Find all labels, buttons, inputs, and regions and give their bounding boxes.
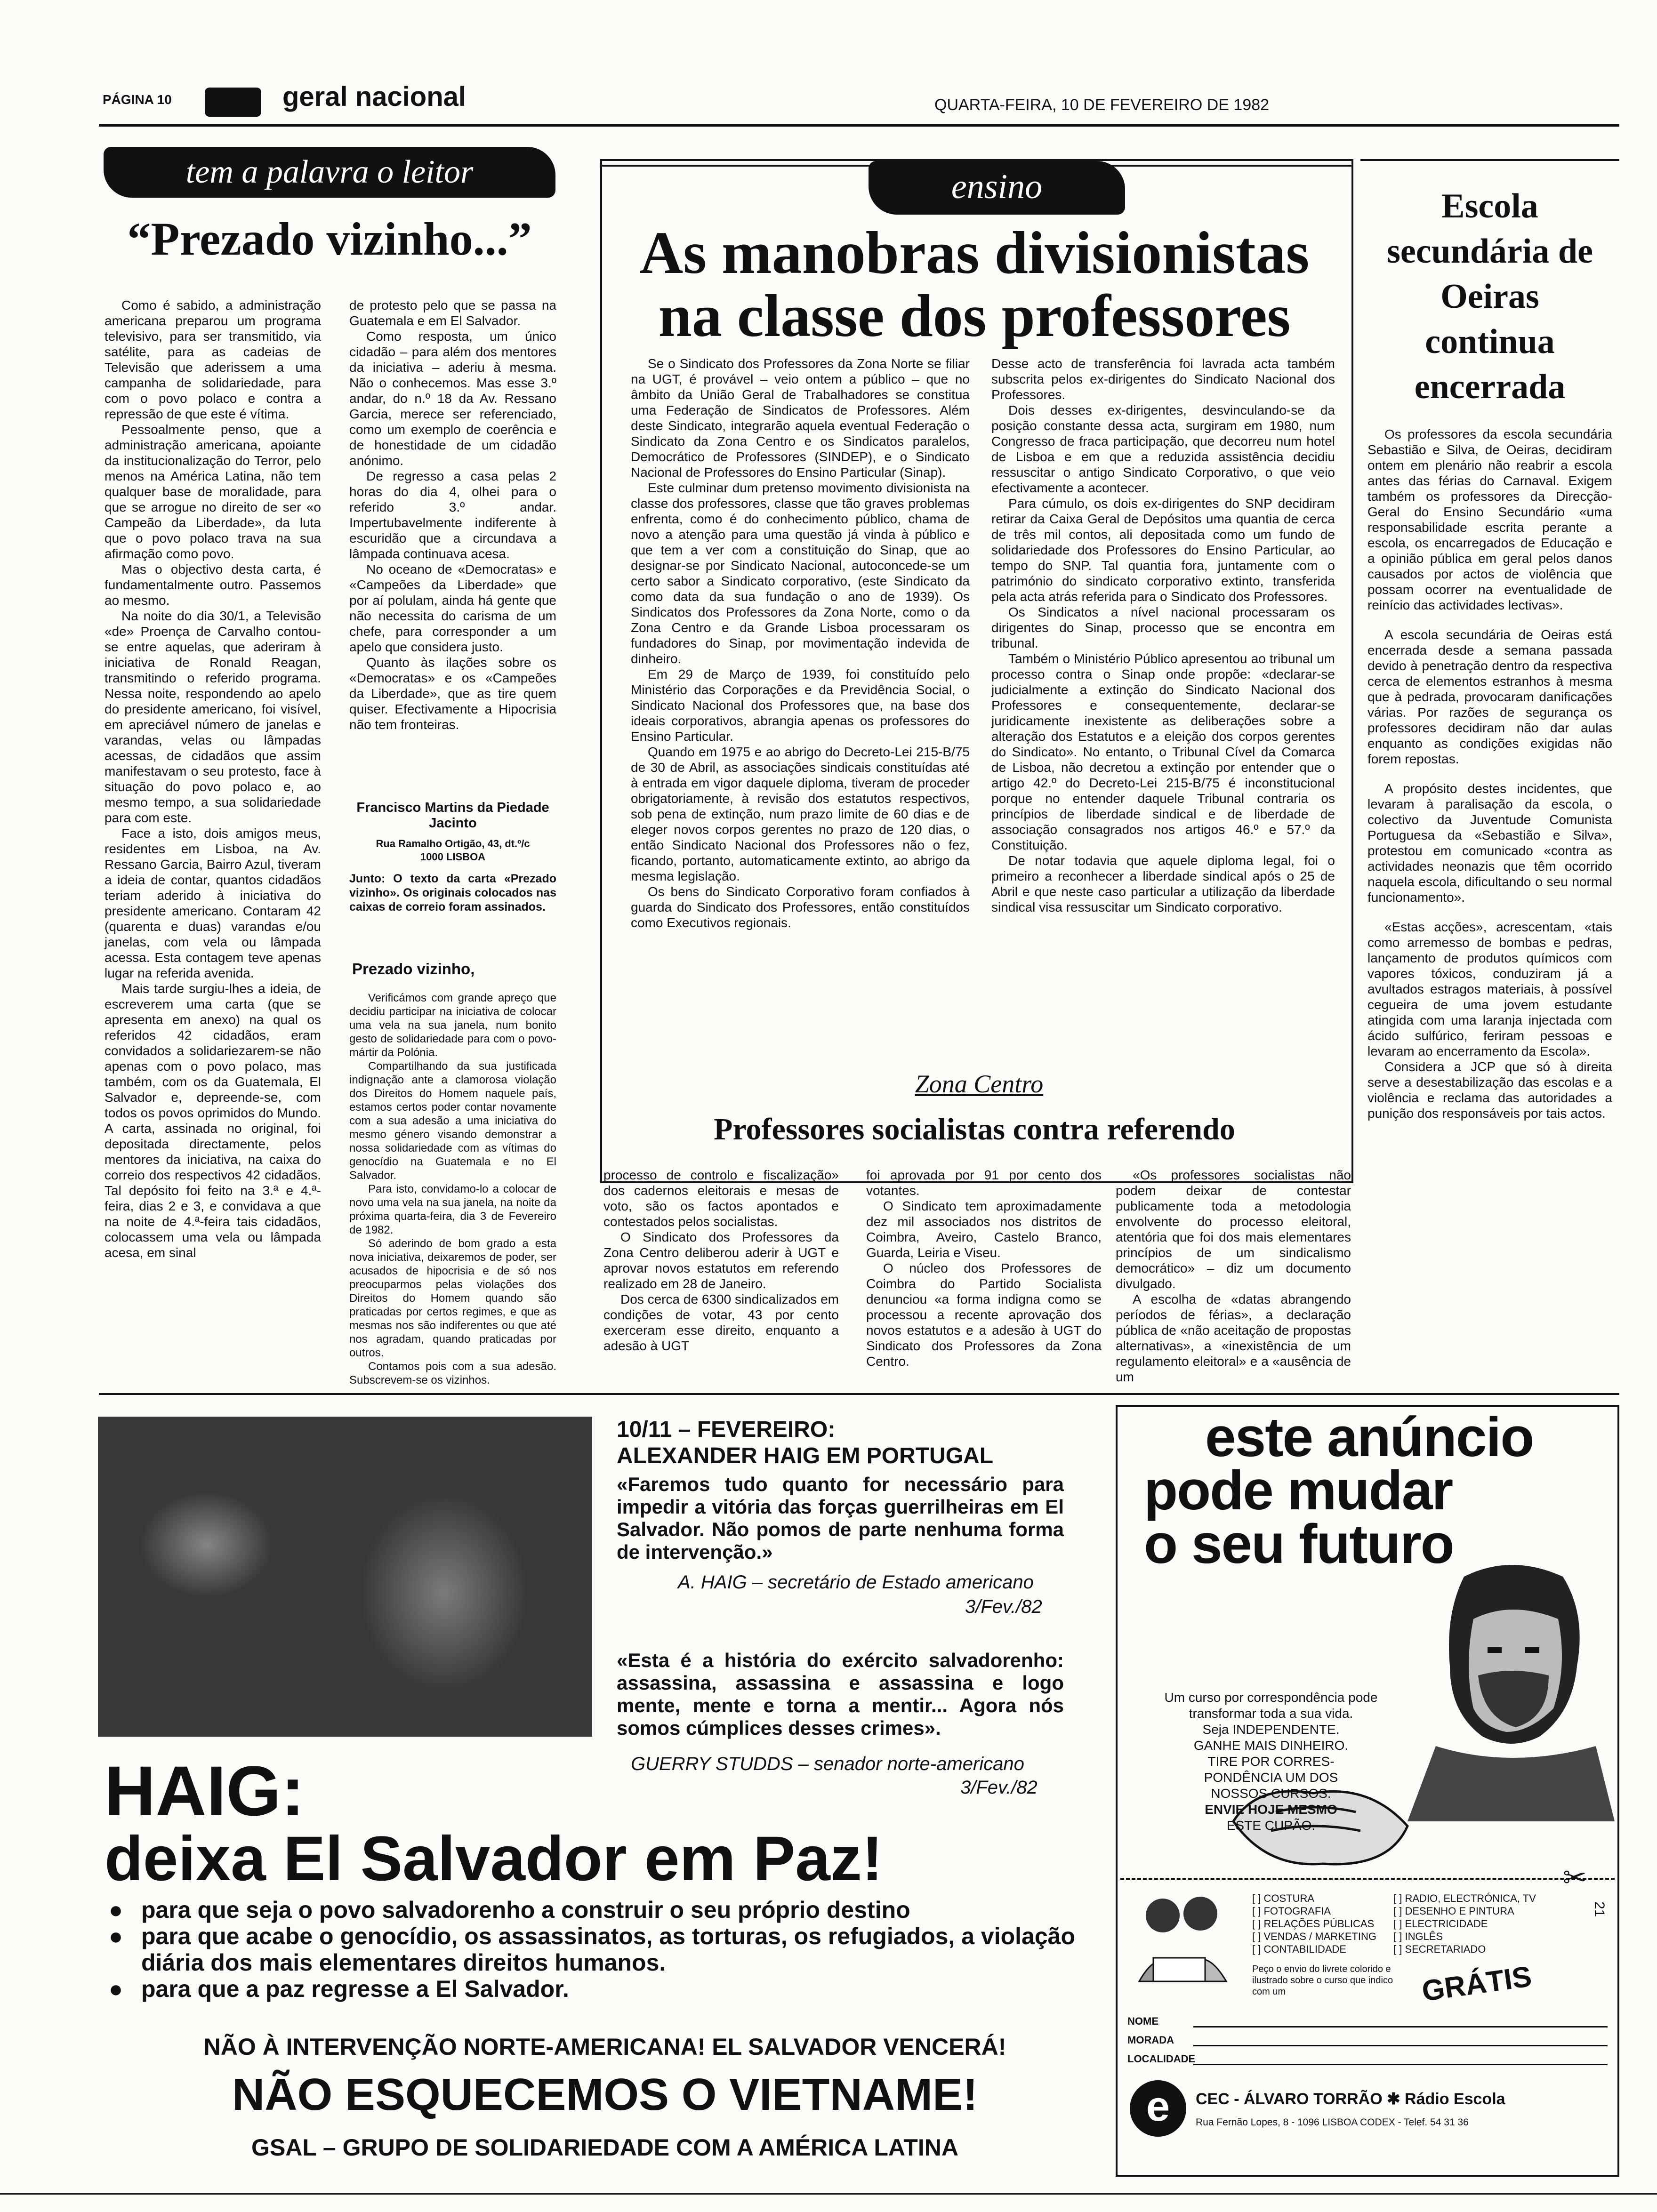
haig-quote-1: «Faremos tudo quanto for necessário para impedir a vitória das forças guerrilheiras em El Salvador. Não pomos de parte nenhuma forma de intervenção.» bbox=[617, 1473, 1064, 1563]
oeiras-rule bbox=[1360, 159, 1619, 161]
zona-column-1 bbox=[603, 1167, 839, 1365]
oeiras-paragraph: Os professores da escola secundária Sebastião e Silva, de Oeiras, decidiram ontem em plenário não reabrir a escola antes das férias do Carnaval. Exigem também os professores da Direcção-Geral do Ensino Secundário «uma responsabilidade escrita perante a escola, os encarregados de Educação e a opinião pública em geral pelos danos causados por actos de violência que possam ocorrer na eventualidade de reinício das actividades lectivas». bbox=[1367, 427, 1612, 612]
students-illustration bbox=[1125, 1887, 1238, 2000]
zona-column-2 bbox=[866, 1167, 1102, 1369]
enclosed-letter-title: Prezado vizinho, bbox=[352, 960, 475, 978]
bullet-item: ● para que a paz regresse a El Salvador. bbox=[105, 1976, 1107, 2002]
enclosed-paragraph: Verificámos com grande apreço que decidiu participar na iniciativa de colocar uma vela na sua janela, num bonito gesto de solidariedade para com o povo-mártir da Polónia. bbox=[349, 992, 556, 1059]
enclosed-paragraph: Contamos pois com a sua adesão. Subscrevem-se os vizinhos. bbox=[349, 1360, 556, 1387]
zona-column-3 bbox=[1116, 1167, 1351, 1384]
coupon-cut-line bbox=[1120, 1878, 1615, 1880]
course-checkbox[interactable]: [ ] INGLÊS bbox=[1393, 1931, 1443, 1942]
zona-paragraph: A escolha de «datas abrangendo períodos de férias», a declaração pública de «não aceitação de propostas alternativas», a «inexistência de um regulamento eleitoral» e a «ausência de um bbox=[1116, 1292, 1351, 1384]
ensino-paragraph: Quando em 1975 e ao abrigo do Decreto-Lei 215-B/75 de 30 de Abril, as associações sindicais constituídas até à entrada em vigor daquele diploma, tiveram de proceder obrigatoriamente, à revisão dos estatutos respectivos, sob pena de extinção, num prazo limite de 60 dias e de eleger novos corpos gerentes no prazo de 120 dias, o então Sindicato Nacional dos Professores não o fez, ficando, portanto, automaticamente extinto, ao abrigo da mesma legislação. bbox=[631, 745, 970, 883]
course-checkbox[interactable]: [ ] SECRETARIADO bbox=[1393, 1943, 1486, 1955]
oeiras-column bbox=[1367, 426, 1612, 1368]
locality-field[interactable]: LOCALIDADE bbox=[1127, 2046, 1608, 2065]
letter-paragraph: Como resposta, um único cidadão – para além dos mentores da iniciativa – aderiu à mesma. Não o conhecemos. Mas esse 3.º andar, do n.º 18 da Av. Ressano Garcia, merece ser referenciado, como um exemplo de coerência e de honestidade de um cidadão anónimo. bbox=[349, 329, 556, 468]
haig-quote-2: «Esta é a história do exército salvadorenho: assassina, assassina e assassina e logo mente, mente e torna a mentir... Agora nós somos cúmplices desses crimes». bbox=[617, 1649, 1064, 1739]
ensino-paragraph: Em 29 de Março de 1939, foi constituído pelo Ministério das Corporações e da Previdência Social, o Sindicato Nacional dos Professores que, na base dos ideais corporativos, abrangia apenas os professores do Ensino Particular. bbox=[631, 667, 970, 744]
gratis-stamp: GRÁTIS bbox=[1420, 1960, 1534, 2008]
bullet-item: ● para que seja o povo salvadorenho a construir o seu próprio destino bbox=[105, 1897, 1107, 1923]
locality-input-line[interactable] bbox=[1193, 2052, 1608, 2065]
ensino-headline: As manobras divisionistas na classe dos professores bbox=[639, 219, 1310, 349]
haig-date-2: 3/Fev./82 bbox=[960, 1777, 1038, 1798]
soldiers-photo bbox=[98, 1417, 592, 1737]
zona-paragraph: «Os professores socialistas não podem deixar de contestar publicamente toda a metodologia envolvente do processo eleitoral, atentória que foi dos mais elementares princípios de um sindicalismo democrático» – diz um documento divulgado. bbox=[1116, 1168, 1351, 1291]
cec-headline-2: pode mudar bbox=[1144, 1459, 1453, 1522]
letter-note: Junto: O texto da carta «Prezado vizinho». Os originais colocados nas caixas de correio foram assinados. bbox=[349, 872, 556, 914]
section-divider bbox=[99, 1393, 1619, 1395]
ensino-banner: ensino bbox=[869, 161, 1125, 215]
pitch-line: PONDÊNCIA UM DOS bbox=[1204, 1770, 1338, 1785]
oeiras-paragraph: Considera a JCP que só à direita serve a desestabilização das escolas e a violência e reclama das autoridades a punição dos responsáveis por tais actos. bbox=[1367, 1059, 1612, 1121]
letter-paragraph: Mais tarde surgiu-lhes a ideia, de escreverem uma carta (que se apresenta em anexo) na qual os referidos 42 cidadãos, eram convidados a solidariezarem-se não apenas com o povo polaco, mas também, com os da Guatemala, El Salvador e, depreende-se, com todos os povos oprimidos do Mundo. A carta, assinada no original, foi depositada directamente, pelos mentores da iniciativa, na caixa do correio dos respectivos 42 cidadãos. Tal depósito foi feito na 3.ª e 4.ª-feira, dias 2 e 3, e convidava a que na noite de 4.ª-feira tais cidadãos, colocassem uma vela ou lâmpada acesa, em sinal bbox=[105, 981, 321, 1260]
course-checkbox[interactable]: [ ] FOTOGRAFIA bbox=[1252, 1905, 1331, 1917]
cec-headline-3: o seu futuro bbox=[1144, 1513, 1454, 1575]
letter-paragraph: Como é sabido, a administração americana preparou um programa televisivo, para ser transmitido, via satélite, para as cadeias de Televisão que aderissem a uma campanha de solidariedade, para com o povo polaco e contra a repressão de que este é vítima. bbox=[105, 298, 321, 421]
haig-big-slogan: deixa El Salvador em Paz! bbox=[105, 1824, 883, 1894]
haig-subtitle: ALEXANDER HAIG EM PORTUGAL bbox=[617, 1443, 994, 1468]
cec-company: CEC - ÁLVARO TORRÃO ✱ Rádio Escola bbox=[1196, 2090, 1505, 2108]
letter-signature: Francisco Martins da Piedade Jacinto bbox=[356, 800, 549, 831]
courses-left bbox=[1252, 1892, 1389, 1956]
enclosed-paragraph: Só aderindo de bom grado a esta nova iniciativa, deixaremos de poder, ser acusados de hipocrisia e de só nos preocuparmos pelas violações dos Direitos do Homem quando são praticadas por certos regimes, e que as mesmas nos são indiferentes ou que até nos agradam, quando praticadas por outros. bbox=[349, 1237, 556, 1359]
zona-paragraph: O Sindicato tem aproximadamente dez mil associados nos distritos de Coimbra, Aveiro, Castelo Branco, Guarda, Leiria e Viseu. bbox=[866, 1199, 1102, 1260]
zona-kicker: Zona Centro bbox=[915, 1070, 1044, 1098]
course-checkbox[interactable]: [ ] RADIO, ELECTRÓNICA, TV bbox=[1393, 1892, 1536, 1904]
oeiras-paragraph: «Estas acções», acrescentam, «tais como arremesso de bombas e pedras, lançamento de produtos químicos com vapores tóxicos, conduziram já a avultados estragos materiais, à possível cegueira de uma jovem estudante atingida com uma laranja injectada com ácido sulfúrico, feriram pessoas e levaram ao encerramento da Escola». bbox=[1367, 920, 1612, 1058]
course-checkbox[interactable]: [ ] COSTURA bbox=[1252, 1892, 1315, 1904]
scissors-icon: ✂ bbox=[1563, 1862, 1587, 1893]
zona-paragraph: Dos cerca de 6300 sindicalizados em condições de votar, 43 por cento exerceram esse direito, enquanto a adesão à UGT bbox=[603, 1292, 839, 1353]
letter-address-2: 1000 LISBOA bbox=[420, 851, 486, 863]
haig-line-3: GSAL – GRUPO DE SOLIDARIEDADE COM A AMÉRICA LATINA bbox=[251, 2134, 958, 2161]
zona-paragraph: O núcleo dos Professores de Coimbra do Partido Socialista denunciou «a forma indigna como se processou a recente aprovação dos novos estatutos e a adesão à UGT do Sindicato dos Professores da Zona Centro. bbox=[866, 1261, 1102, 1369]
haig-bullets bbox=[105, 1897, 1107, 2002]
ensino-column-2 bbox=[991, 356, 1335, 1043]
letter-paragraph: de protesto pelo que se passa na Guatemala e em El Salvador. bbox=[349, 298, 556, 328]
bullet-icon: ● bbox=[108, 1976, 123, 2002]
letter-paragraph: Face a isto, dois amigos meus, residentes em Lisboa, na Av. Ressano Garcia, Bairro Azul, tiveram a ideia de contar, quantos cidadãos teriam aderido à iniciativa do presidente americano. Contaram 42 (quarenta e duas) varandas e/ou janelas, com vela ou lâmpada acessa. Esta contagem teve apenas lugar na referida avenida. bbox=[105, 826, 321, 980]
enclosed-paragraph: Para isto, convidamo-lo a colocar de novo uma vela na sua janela, na noite da próxima quarta-feira, dia 3 de Fevereiro de 1982. bbox=[349, 1183, 556, 1236]
ensino-paragraph: Também o Ministério Público apresentou ao tribunal um processo contra o Sinap onde propõe: «declarar-se judicialmente a extinção do Sindicato Nacional dos Professores e consequentemente, declarar-se juridicamente inexistente as deliberações sobre a alteração dos Estatutos e a eleição dos corpos gerentes do Sindicato». No entanto, o Tribunal Cível da Comarca de Lisboa, não decretou a extinção por entender que o artigo 42.º do Decreto-Lei 215-B/75 é inconstitucional porque no entender daquele Tribunal contraria os princípios de liberdade sindical e de liberdade de associação consagrados nos artigos 46.º e 57.º da Constituição. bbox=[991, 651, 1335, 852]
ensino-column-1 bbox=[631, 356, 970, 1043]
pitch-line: ENVIE HOJE MESMO bbox=[1205, 1802, 1337, 1817]
letter-paragraph: Na noite do dia 30/1, a Televisão «de» Proença de Carvalho contou-se entre aquelas, que aderiram à iniciativa de Ronald Reagan, transmitindo o referido programa. Nessa noite, respondendo ao apelo do presidente americano, foi visível, em apreciável número de janelas e varandas, velas ou lâmpadas acessas, de cidadãos que assim manifestavam o seu protesto, face à situação do povo polaco e, ao mesmo tempo, a sua solidariedade para com este. bbox=[105, 609, 321, 825]
bullet-icon: ● bbox=[108, 1897, 123, 1923]
name-input-line[interactable] bbox=[1193, 2015, 1608, 2028]
name-field[interactable]: NOME bbox=[1127, 2009, 1608, 2028]
ensino-paragraph: Se o Sindicato dos Professores da Zona Norte se filiar na UGT, é provável – veio ontem a público – que no âmbito da União Geral de Trabalhadores se constitua uma Federação de Sindicatos de Professores. Além deste Sindicato, integrarão aquela eventual Federação o Sindicato da Zona Centro e os Sindicatos paralelos, Democrático de Professores (SINDEP), e o Sindicato Nacional de Professores do Ensino Particular (Sinap). bbox=[631, 356, 970, 480]
footer-rule bbox=[0, 2193, 1657, 2195]
letter-column-2 bbox=[349, 297, 556, 815]
letters-banner: tem a palavra o leitor bbox=[104, 147, 555, 198]
letter-paragraph: De regresso a casa pelas 2 horas do dia 4, olhei para o referido 3.º andar. Impertubavelmente indiferente à escuridão que a circundava a lâmpada continuava acesa. bbox=[349, 469, 556, 561]
letter-paragraph: Quanto às ilações sobre os «Democratas» e os «Campeões da Liberdade», que as tire quem quiser. Efectivamente a Hipocrisia não tem fronteiras. bbox=[349, 655, 556, 732]
course-checkbox[interactable]: [ ] ELECTRICIDADE bbox=[1393, 1918, 1488, 1930]
bullet-icon: ● bbox=[108, 1923, 123, 1949]
haig-big-title: HAIG: bbox=[105, 1751, 305, 1830]
enclosed-paragraph: Compartilhando da sua justificada indignação ante a clamorosa violação dos Direitos do Homem naquele país, estamos certos poder contar novamente com a sua adesão a uma iniciativa do mesmo género visando demonstrar a nossa solidariedade com as vítimas do genocídio na Guatemala e no El Salvador. bbox=[349, 1060, 556, 1182]
courses-right bbox=[1393, 1892, 1549, 1956]
letter-paragraph: Mas o objectivo desta carta, é fundamentalmente outro. Passemos ao mesmo. bbox=[105, 562, 321, 608]
ensino-paragraph: Dois desses ex-dirigentes, desvinculando-se da posição constante dessa acta, surgiram em 1980, num Congresso de fraca participação, que decorreu num hotel de Lisboa e em que a reduzida assistência decidiu ressuscitar o antigo Sindicato Corporativo, o que veio efectivamente a acontecer. bbox=[991, 403, 1335, 495]
haig-attribution-1: A. HAIG – secretário de Estado americano bbox=[678, 1572, 1034, 1593]
oeiras-headline: Escola secundária de Oeiras continua encerrada bbox=[1387, 187, 1593, 406]
section-logo-icon bbox=[205, 88, 261, 117]
ensino-paragraph: Para cúmulo, os dois ex-dirigentes do SNP decidiram retirar da Caixa Geral de Depósitos uma quantia de cerca de três mil contos, ali depositada como um fundo de solidariedade dos Professores do Ensino Particular, ao tempo do SNP. Tal quantia fora, juntamente com o património do sindicato corporativo extinto, transferida pela acta atrás referida para o Sindicato dos Professores. bbox=[991, 496, 1335, 604]
haig-line-1: NÃO À INTERVENÇÃO NORTE-AMERICANA! EL SALVADOR VENCERÁ! bbox=[203, 2034, 1006, 2060]
pitch-line: GANHE MAIS DINHEIRO. bbox=[1193, 1738, 1349, 1753]
pitch-line: NOSSOS CURSOS. bbox=[1211, 1786, 1331, 1801]
pitch-line: transformar toda a sua vida. bbox=[1189, 1706, 1353, 1721]
ensino-paragraph: Este culminar dum pretenso movimento divisionista na classe dos professores, classe que tão graves problemas enfrenta, como é do conhecimento público, chama de novo a atenção para uma questão já vinda à público e que tem a ver com a constituição do Sinap, que ao designar-se por Sindicato Nacional, autoconcede-se um certo sabor a Sindicato corporativo, (este Sindicato da como data da sua fundação o ano de 1939). Os Sindicatos dos Professores da Zona Norte, como o da Zona Centro e da Grande Lisboa processaram os fundadores do Sinap, por movimentação indevida de dinheiro. bbox=[631, 481, 970, 666]
pitch-line: Seja INDEPENDENTE. bbox=[1202, 1722, 1340, 1737]
cec-logo-icon: e bbox=[1130, 2080, 1186, 2137]
course-checkbox[interactable]: [ ] DESENHO E PINTURA bbox=[1393, 1905, 1514, 1917]
zona-paragraph: O Sindicato dos Professores da Zona Centro deliberou aderir à UGT e aprovar novos estatutos em referendo realizado em 28 de Janeiro. bbox=[603, 1230, 839, 1291]
side-number: 21 bbox=[1592, 1901, 1607, 1917]
cec-pitch bbox=[1153, 1690, 1389, 1834]
letter-address-1: Rua Ramalho Ortigão, 43, dt.º/c bbox=[376, 838, 530, 850]
ensino-paragraph: De notar todavia que aquele diploma legal, foi o primeiro a reconhecer a liberdade sindical após o 25 de Abril e que neste caso particular a utilização da liberdade sindical visa ressuscitar um Sindicato corporativo. bbox=[991, 853, 1335, 914]
bullet-item: ● para que acabe o genocídio, os assassinatos, as torturas, os refugiados, a violação diária dos mais elementares direitos humanos. bbox=[105, 1923, 1107, 1976]
zona-paragraph: processo de controlo e fiscalização» dos cadernos eleitorais e mesas de voto, são os factos apontados e contestados pelos socialistas. bbox=[603, 1168, 839, 1229]
page-number: PÁGINA 10 bbox=[103, 92, 172, 107]
header-rule bbox=[99, 124, 1619, 127]
haig-line-2: NÃO ESQUECEMOS O VIETNAME! bbox=[232, 2069, 978, 2120]
coupon-form bbox=[1127, 2009, 1608, 2065]
letter-paragraph: No oceano de «Democratas» e «Campeões da Liberdade» que por aí polulam, ainda há gente que não necessita do carisma de um chefe, para corresponder a um apelo que considera justo. bbox=[349, 562, 556, 654]
portrait-icon bbox=[1408, 1558, 1615, 1821]
oeiras-paragraph: A escola secundária de Oeiras está encerrada desde a semana passada devido à penetração dentro da respectiva cerca de elementos estranhos à mesma que à pedrada, provocaram danificações várias. Por razões de segurança os professores decidiram não dar aulas enquanto as condições exigidas não forem repostas. bbox=[1367, 627, 1612, 766]
haig-dateline: 10/11 – FEVEREIRO: bbox=[617, 1417, 836, 1442]
pitch-line: Um curso por correspondência pode bbox=[1164, 1690, 1378, 1705]
pointing-man-illustration bbox=[1408, 1558, 1615, 1821]
address-input-line[interactable] bbox=[1193, 2034, 1608, 2046]
page-date: QUARTA-FEIRA, 10 DE FEVEREIRO DE 1982 bbox=[934, 96, 1270, 114]
letters-title: “Prezado vizinho...” bbox=[127, 213, 532, 265]
coupon-request: Peço o envio do livrete colorido e ilustrado sobre o curso que indico com um bbox=[1252, 1964, 1393, 1997]
address-field[interactable]: MORADA bbox=[1127, 2028, 1608, 2046]
haig-date-1: 3/Fev./82 bbox=[965, 1596, 1042, 1617]
pitch-line: ESTE CUPÃO. bbox=[1226, 1818, 1316, 1833]
zona-paragraph: foi aprovada por 91 por cento dos votantes. bbox=[866, 1168, 1102, 1198]
ensino-paragraph: Os bens do Sindicato Corporativo foram confiados à guarda do Sindicato dos Professores, então constituídos como Executivos regionais. bbox=[631, 884, 970, 930]
letter-paragraph: Pessoalmente penso, que a administração americana, apoiante da institucionalização do Terror, pelo menos na América Latina, não tem qualquer base de moralidade, para que se arrogue no direito de ser «o Campeão da Liberdade», da luta que o povo polaco trava na sua afirmação como povo. bbox=[105, 422, 321, 561]
oeiras-paragraph: A propósito destes incidentes, que levaram à paralisação da escola, o colectivo da Juventude Comunista Portuguesa da «Sebastião e Silva», protestou em comunicado «contra as actividades neonazis que têm ocorrido naquela escola, dificultando o seu normal funcionamento». bbox=[1367, 781, 1612, 905]
course-checkbox[interactable]: [ ] RELAÇÕES PÚBLICAS bbox=[1252, 1918, 1375, 1930]
section-name: geral nacional bbox=[282, 81, 467, 112]
course-checkbox[interactable]: [ ] VENDAS / MARKETING bbox=[1252, 1931, 1377, 1942]
course-checkbox[interactable]: [ ] CONTABILIDADE bbox=[1252, 1943, 1347, 1955]
ensino-paragraph: Os Sindicatos a nível nacional processaram os dirigentes do Sinap, processo que se encontra em tribunal. bbox=[991, 605, 1335, 650]
ensino-paragraph: Desse acto de transferência foi lavrada acta também subscrita pelos ex-dirigentes do Sindicato Nacional dos Professores. bbox=[991, 356, 1335, 402]
zona-headline: Professores socialistas contra referendo bbox=[714, 1112, 1235, 1146]
haig-attribution-2: GUERRY STUDDS – senador norte-americano bbox=[631, 1754, 1024, 1774]
cec-address: Rua Fernão Lopes, 8 - 1096 LISBOA CODEX - Telef. 54 31 36 bbox=[1196, 2117, 1469, 2128]
pitch-line: TIRE POR CORRES- bbox=[1207, 1754, 1335, 1769]
cec-headline-1: este anúncio bbox=[1205, 1406, 1534, 1468]
